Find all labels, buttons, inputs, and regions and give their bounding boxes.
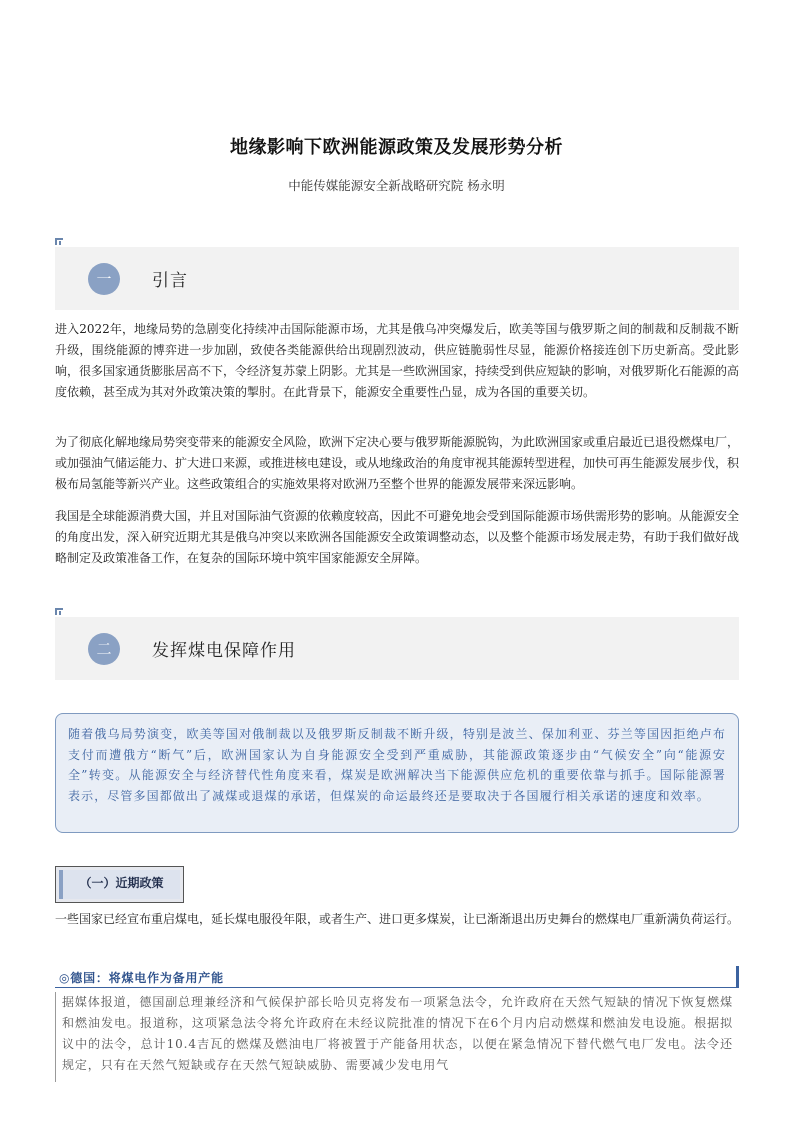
document-title: 地缘影响下欧洲能源政策及发展形势分析 (230, 137, 563, 158)
paragraph: 一些国家已经宣布重启煤电，延长煤电服役年限，或者生产、进口更多煤炭，让已渐渐退出历史舞台的燃煤电厂重新满负荷运行。 (55, 912, 740, 926)
section-header-intro (55, 247, 739, 310)
paragraph: 我国是全球能源消费大国，并且对国际油气资源的依赖度较高，因此不可避免地会受到国际能源市场供需形势的影响。从能源安全的角度出发，深入研究近期尤其是俄乌冲突以来欧洲各国能源安全政策调整动态，以及整个能源市场发展走势，有助于我们做好战略制定及政策准备工作，在复杂的国际环境中筑牢国家能源安全屏障。 (55, 509, 740, 565)
paragraph: 进入2022年，地缘局势的急剧变化持续冲击国际能源市场，尤其是俄乌冲突爆发后，欧美等国与俄罗斯之间的制裁和反制裁不断升级，围绕能源的博弈进一步加剧，致使各类能源供给出现剧烈波动，供应链脆弱性尽显，能源价格接连创下历史新高。受此影响，很多国家通货膨胀居高不下，令经济复苏蒙上阴影。尤其是一些欧洲国家，持续受到供应短缺的影响，对俄罗斯化石能源的高度依赖，甚至成为其对外政策决策的掣肘。在此背景下，能源安全重要性凸显，成为各国的重要关切。 (55, 322, 740, 399)
case-box-title: ◎德国：将煤电作为备用产能 (59, 971, 224, 985)
case-box-body (55, 992, 739, 1082)
summary-callout (55, 713, 739, 833)
section-title: 引言 (152, 271, 188, 291)
case-box-header (55, 966, 739, 988)
subsection-title: （一）近期政策 (59, 870, 180, 899)
subsection-heading (55, 866, 184, 903)
section-header-coal (55, 617, 739, 680)
section-number-badge: 一 (88, 263, 120, 295)
document-author: 中能传媒能源安全新战略研究院 杨永明 (288, 178, 505, 193)
section-marker-icon (55, 238, 63, 245)
paragraph: 为了彻底化解地缘局势突变带来的能源安全风险，欧洲下定决心要与俄罗斯能源脱钩，为此欧洲国家或重启最近已退役燃煤电厂，或加强油气储运能力、扩大进口来源，或推进核电建设，或从地缘政治的角度审视其能源转型进程，加快可再生能源发展步伐，积极布局氢能等新兴产业。这些政策组合的实施效果将对欧洲乃至整个世界的能源发展带来深远影响。 (55, 435, 740, 491)
section-title: 发挥煤电保障作用 (152, 641, 296, 661)
callout-text: 随着俄乌局势演变，欧美等国对俄制裁以及俄罗斯反制裁不断升级，特别是波兰、保加利亚、芬兰等国因拒绝卢布支付而遭俄方“断气”后，欧洲国家认为自身能源安全受到严重威胁，其能源政策逐步由“气候安全”向“能源安全”转变。从能源安全与经济替代性角度来看，煤炭是欧洲解决当下能源供应危机的重要依靠与抓手。国际能源署表示，尽管多国都做出了减煤或退煤的承诺，但煤炭的命运最终还是要取决于各国履行相关承诺的速度和效率。 (68, 727, 726, 803)
case-box-text: 据媒体报道，德国副总理兼经济和气候保护部长哈贝克将发布一项紧急法令，允许政府在天然气短缺的情况下恢复燃煤和燃油发电。报道称，这项紧急法令将允许政府在未经议院批准的情况下在6个月内启动燃煤和燃油发电设施。根据拟议中的法令，总计10.4吉瓦的燃煤及燃油电厂将被置于产能备用状态，以便在紧急情况下替代燃气电厂发电。法令还规定，只有在天然气短缺或存在天然气短缺威胁、需要减少发电用气 (62, 995, 733, 1072)
section-marker-icon (55, 608, 63, 615)
section-number-badge: 二 (88, 633, 120, 665)
